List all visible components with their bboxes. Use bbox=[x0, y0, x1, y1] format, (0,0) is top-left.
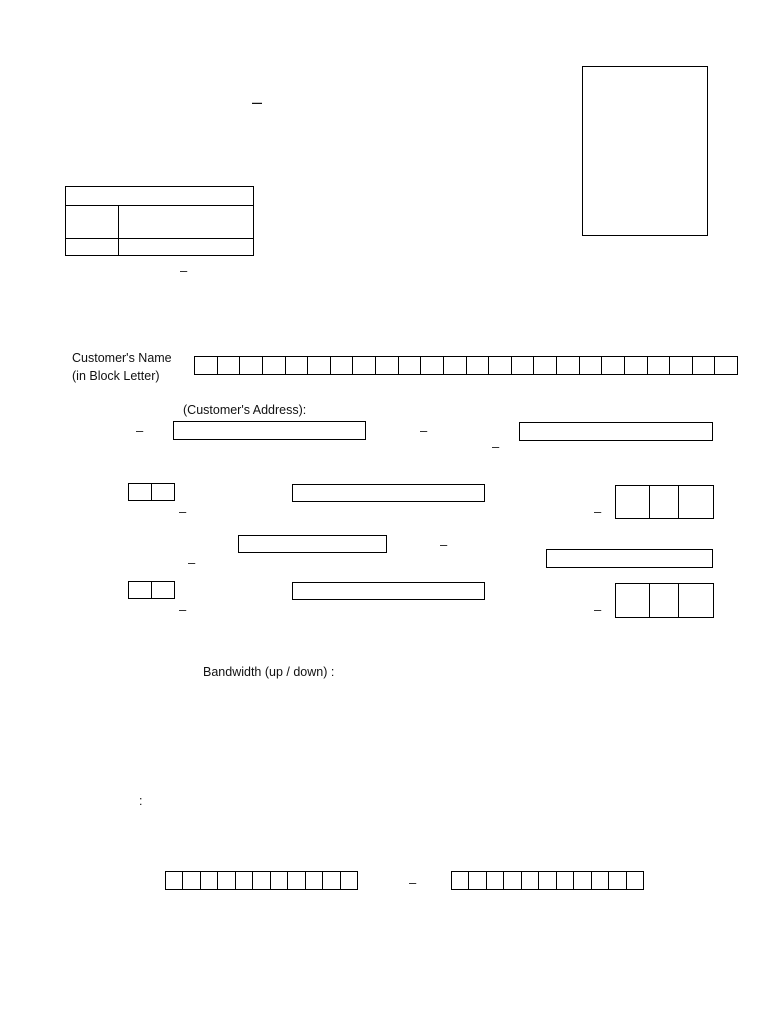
box-cell[interactable] bbox=[331, 356, 354, 375]
box-cell[interactable] bbox=[522, 871, 539, 890]
box-cell[interactable] bbox=[512, 356, 535, 375]
box-cell[interactable] bbox=[609, 871, 626, 890]
customer-name-boxes[interactable] bbox=[194, 356, 738, 375]
box-cell[interactable] bbox=[341, 871, 358, 890]
customer-name-label: Customer's Name bbox=[72, 351, 172, 365]
dash-mark: – bbox=[594, 504, 602, 519]
reference-table-col-line bbox=[118, 205, 119, 255]
dash-mark: – bbox=[180, 263, 188, 278]
box-cell[interactable] bbox=[489, 356, 512, 375]
reference-table-row-line bbox=[66, 205, 253, 206]
box-cell[interactable] bbox=[218, 871, 235, 890]
box-cell[interactable] bbox=[557, 356, 580, 375]
box-cell[interactable] bbox=[650, 583, 679, 618]
address-field-1[interactable] bbox=[173, 421, 366, 440]
field-row4-left[interactable] bbox=[238, 535, 387, 553]
box-cell[interactable] bbox=[444, 356, 467, 375]
box-cell[interactable] bbox=[353, 356, 376, 375]
dash-mark: – bbox=[440, 537, 448, 552]
box-cell[interactable] bbox=[152, 581, 175, 599]
box-cell[interactable] bbox=[670, 356, 693, 375]
dash-mark: – bbox=[420, 423, 428, 438]
box-cell[interactable] bbox=[693, 356, 716, 375]
photo-box bbox=[582, 66, 708, 236]
box-cell[interactable] bbox=[236, 871, 253, 890]
box-cell[interactable] bbox=[421, 356, 444, 375]
box-cell[interactable] bbox=[580, 356, 603, 375]
bottom-right-digit-boxes[interactable] bbox=[451, 871, 644, 890]
box-cell[interactable] bbox=[129, 581, 152, 599]
box-cell[interactable] bbox=[195, 356, 218, 375]
box-cell[interactable] bbox=[616, 583, 650, 618]
box-cell[interactable] bbox=[288, 871, 305, 890]
box-cell[interactable] bbox=[201, 871, 218, 890]
box-cell[interactable] bbox=[627, 871, 644, 890]
box-cell[interactable] bbox=[399, 356, 422, 375]
dash-mark: – bbox=[188, 555, 196, 570]
box-cell[interactable] bbox=[534, 356, 557, 375]
reference-table-row-line bbox=[66, 238, 253, 239]
box-cell[interactable] bbox=[152, 483, 175, 501]
dash-mark: – bbox=[409, 875, 417, 890]
dash-mark: – bbox=[136, 423, 144, 438]
bandwidth-label: Bandwidth (up / down) : bbox=[203, 665, 335, 679]
box-cell[interactable] bbox=[467, 356, 490, 375]
box-cell[interactable] bbox=[539, 871, 556, 890]
box-cell[interactable] bbox=[166, 871, 183, 890]
dash-mark: – bbox=[179, 602, 187, 617]
box-cell[interactable] bbox=[308, 356, 331, 375]
box-cell[interactable] bbox=[469, 871, 486, 890]
box-cell[interactable] bbox=[129, 483, 152, 501]
box-cell[interactable] bbox=[487, 871, 504, 890]
box-cell[interactable] bbox=[625, 356, 648, 375]
reference-table bbox=[65, 186, 254, 256]
field-row5-middle[interactable] bbox=[292, 582, 485, 600]
dash-mark: – bbox=[179, 504, 187, 519]
box-cell[interactable] bbox=[504, 871, 521, 890]
box-cell[interactable] bbox=[263, 356, 286, 375]
box-cell[interactable] bbox=[679, 583, 714, 618]
dash-mark: – bbox=[492, 439, 500, 454]
address-field-2[interactable] bbox=[519, 422, 713, 441]
box-cell[interactable] bbox=[218, 356, 241, 375]
box-cell[interactable] bbox=[650, 485, 679, 519]
box-cell[interactable] bbox=[240, 356, 263, 375]
box-cell[interactable] bbox=[286, 356, 309, 375]
box-cell[interactable] bbox=[616, 485, 650, 519]
box-cell[interactable] bbox=[715, 356, 738, 375]
block-letter-label: (in Block Letter) bbox=[72, 369, 160, 383]
box-cell[interactable] bbox=[679, 485, 714, 519]
box-cell[interactable] bbox=[574, 871, 591, 890]
colon-label: : bbox=[139, 794, 143, 808]
box-cell[interactable] bbox=[253, 871, 270, 890]
field-row3-middle[interactable] bbox=[292, 484, 485, 502]
box-cell[interactable] bbox=[602, 356, 625, 375]
short-code-boxes-1[interactable] bbox=[128, 483, 175, 501]
box-cell[interactable] bbox=[592, 871, 609, 890]
box-cell[interactable] bbox=[376, 356, 399, 375]
box-cell[interactable] bbox=[557, 871, 574, 890]
dash-mark: – bbox=[594, 602, 602, 617]
three-digit-boxes-2[interactable] bbox=[615, 583, 714, 618]
box-cell[interactable] bbox=[648, 356, 671, 375]
short-code-boxes-2[interactable] bbox=[128, 581, 175, 599]
bottom-left-digit-boxes[interactable] bbox=[165, 871, 358, 890]
box-cell[interactable] bbox=[271, 871, 288, 890]
three-digit-boxes-1[interactable] bbox=[615, 485, 714, 519]
box-cell[interactable] bbox=[452, 871, 469, 890]
box-cell[interactable] bbox=[183, 871, 200, 890]
customer-address-label: (Customer's Address): bbox=[183, 403, 307, 417]
box-cell[interactable] bbox=[306, 871, 323, 890]
field-row4-right[interactable] bbox=[546, 549, 713, 568]
header-dash: – bbox=[252, 92, 263, 112]
box-cell[interactable] bbox=[323, 871, 340, 890]
